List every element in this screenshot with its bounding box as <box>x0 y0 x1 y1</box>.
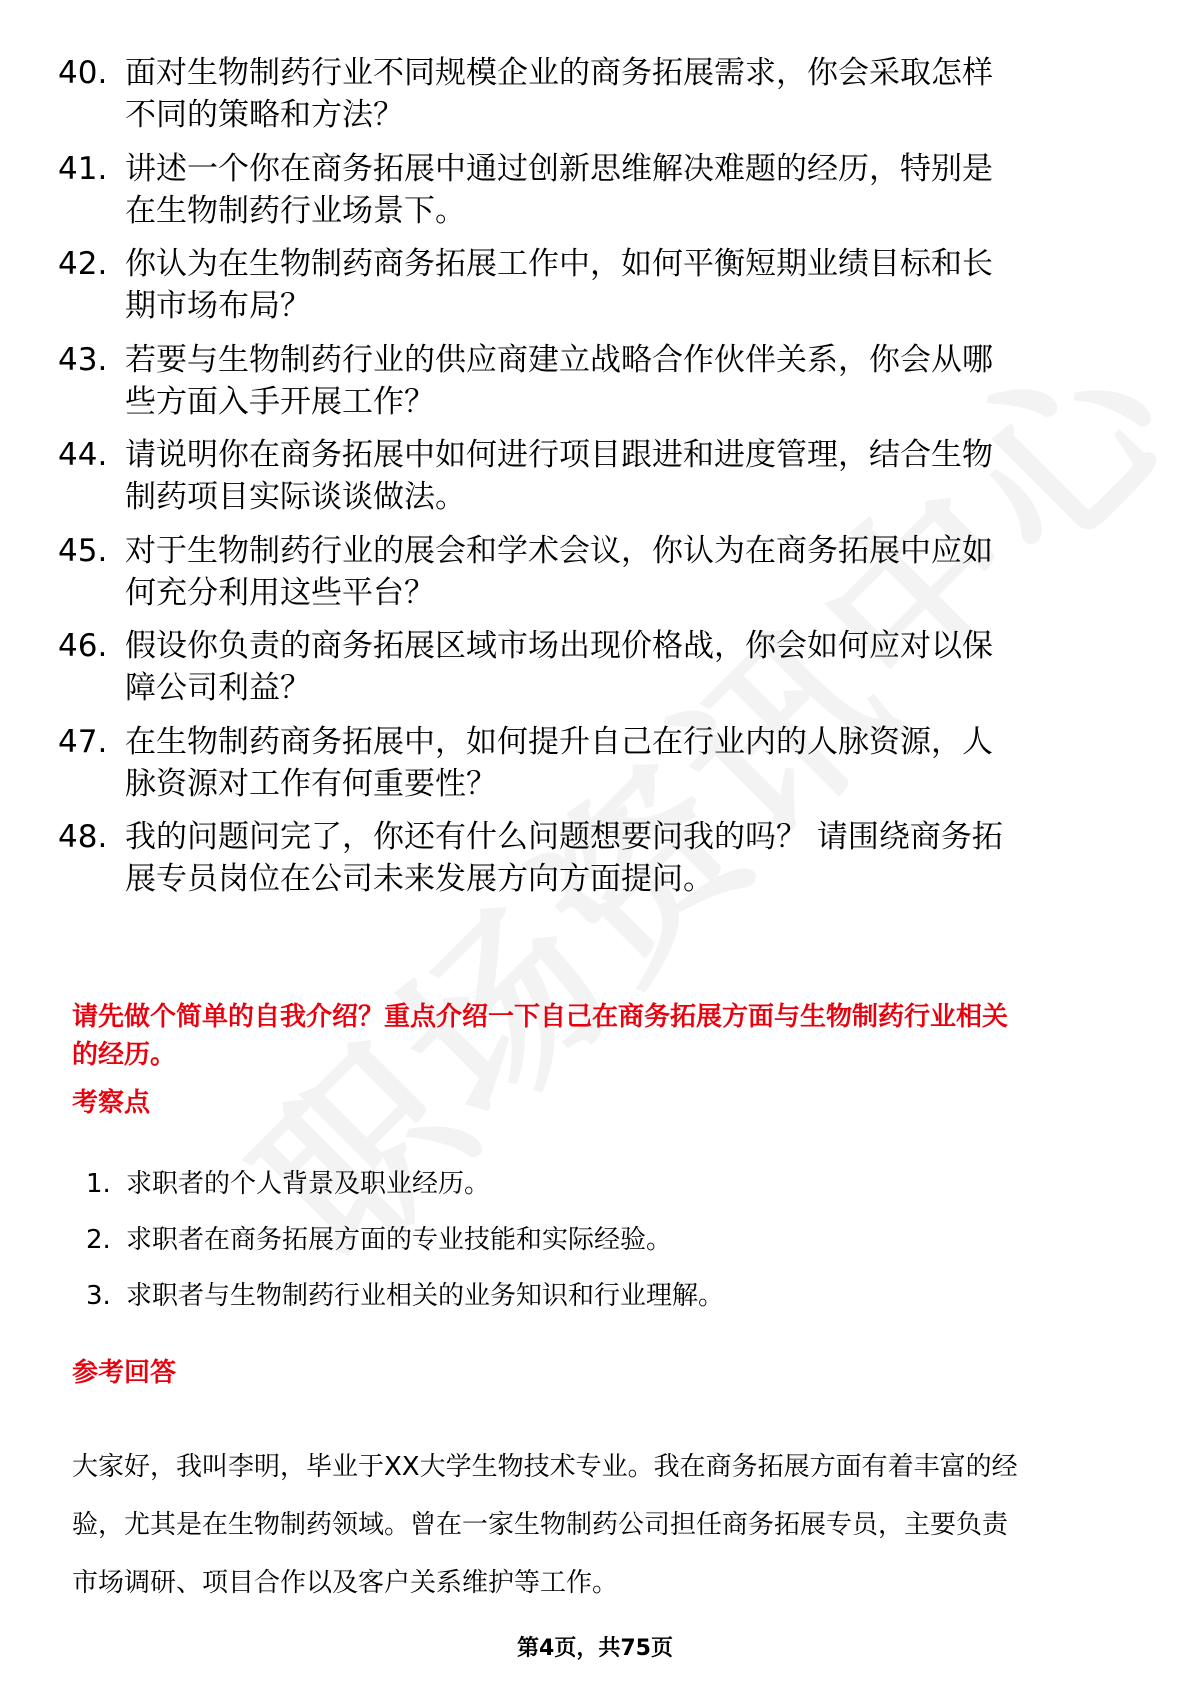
page-number: 第4页，共75页 <box>517 1636 673 1661</box>
question-line: 面对生物制药行业不同规模企业的商务拓展需求，你会采取怎样 <box>125 55 993 91</box>
question-line: 展专员岗位在公司未来发展方向方面提问。 <box>125 861 714 897</box>
question-line: 障公司利益？ <box>125 670 311 706</box>
list-item-text: 求职者在商务拓展方面的专业技能和实际经验。 <box>126 1225 673 1255</box>
question-line: 在生物制药行业场景下。 <box>125 193 466 229</box>
question-number: 46. <box>58 628 108 664</box>
question-line: 请说明你在商务拓展中如何进行项目跟进和进度管理，结合生物 <box>125 437 993 473</box>
question-line: 些方面入手开展工作？ <box>125 384 435 420</box>
highlighted-question-line: 的经历。 <box>72 1040 177 1070</box>
list-item-text: 求职者与生物制药行业相关的业务知识和行业理解。 <box>126 1281 725 1311</box>
question-line: 对于生物制药行业的展会和学术会议，你认为在商务拓展中应如 <box>125 533 993 569</box>
answer-line: 大家好，我叫李明，毕业于XX大学生物技术专业。我在商务拓展方面有着丰富的经 <box>72 1452 1018 1482</box>
highlighted-question-line: 请先做个简单的自我介绍？重点介绍一下自己在商务拓展方面与生物制药行业相关 <box>72 1002 1009 1032</box>
question-number: 42. <box>58 246 108 282</box>
question-line: 不同的策略和方法？ <box>125 97 404 133</box>
question-line: 脉资源对工作有何重要性？ <box>125 766 497 802</box>
answer-line: 验，尤其是在生物制药领域。曾在一家生物制药公司担任商务拓展专员，主要负责 <box>72 1510 1009 1540</box>
question-number: 41. <box>58 151 108 187</box>
question-line: 在生物制药商务拓展中，如何提升自己在行业内的人脉资源，人 <box>125 724 993 760</box>
question-line: 制药项目实际谈谈做法。 <box>125 479 466 515</box>
question-number: 48. <box>58 819 108 855</box>
question-text <box>125 625 1125 709</box>
question-text <box>125 243 1125 327</box>
list-item-number: 2. <box>86 1225 111 1255</box>
question-text <box>125 339 1125 423</box>
question-text <box>125 52 1125 136</box>
question-text <box>125 816 1125 900</box>
question-number: 43. <box>58 342 108 378</box>
question-number: 44. <box>58 437 108 473</box>
list-item-number: 3. <box>86 1281 111 1311</box>
reference-answer-heading: 参考回答 <box>72 1358 177 1388</box>
question-line: 我的问题问完了，你还有什么问题想要问我的吗？ 请围绕商务拓 <box>125 819 1003 855</box>
question-line: 你认为在生物制药商务拓展工作中，如何平衡短期业绩目标和长 <box>125 246 993 282</box>
question-line: 期市场布局？ <box>125 288 311 324</box>
question-text <box>125 721 1125 805</box>
answer-line: 市场调研、项目合作以及客户关系维护等工作。 <box>72 1568 619 1598</box>
question-number: 45. <box>58 533 108 569</box>
question-text <box>125 434 1125 518</box>
question-line: 若要与生物制药行业的供应商建立战略合作伙伴关系，你会从哪 <box>125 342 993 378</box>
question-text <box>125 530 1125 614</box>
question-number: 40. <box>58 55 108 91</box>
question-text <box>125 148 1125 232</box>
list-item-number: 1. <box>86 1169 111 1199</box>
question-number: 47. <box>58 724 108 760</box>
highlighted-question <box>72 998 1132 1074</box>
list-item-text: 求职者的个人背景及职业经历。 <box>126 1169 491 1199</box>
exam-points-heading: 考察点 <box>72 1088 151 1118</box>
question-line: 讲述一个你在商务拓展中通过创新思维解决难题的经历，特别是 <box>125 151 993 187</box>
question-line: 何充分利用这些平台？ <box>125 575 435 611</box>
question-line: 假设你负责的商务拓展区域市场出现价格战，你会如何应对以保 <box>125 628 993 664</box>
reference-answer-body <box>72 1438 1132 1612</box>
